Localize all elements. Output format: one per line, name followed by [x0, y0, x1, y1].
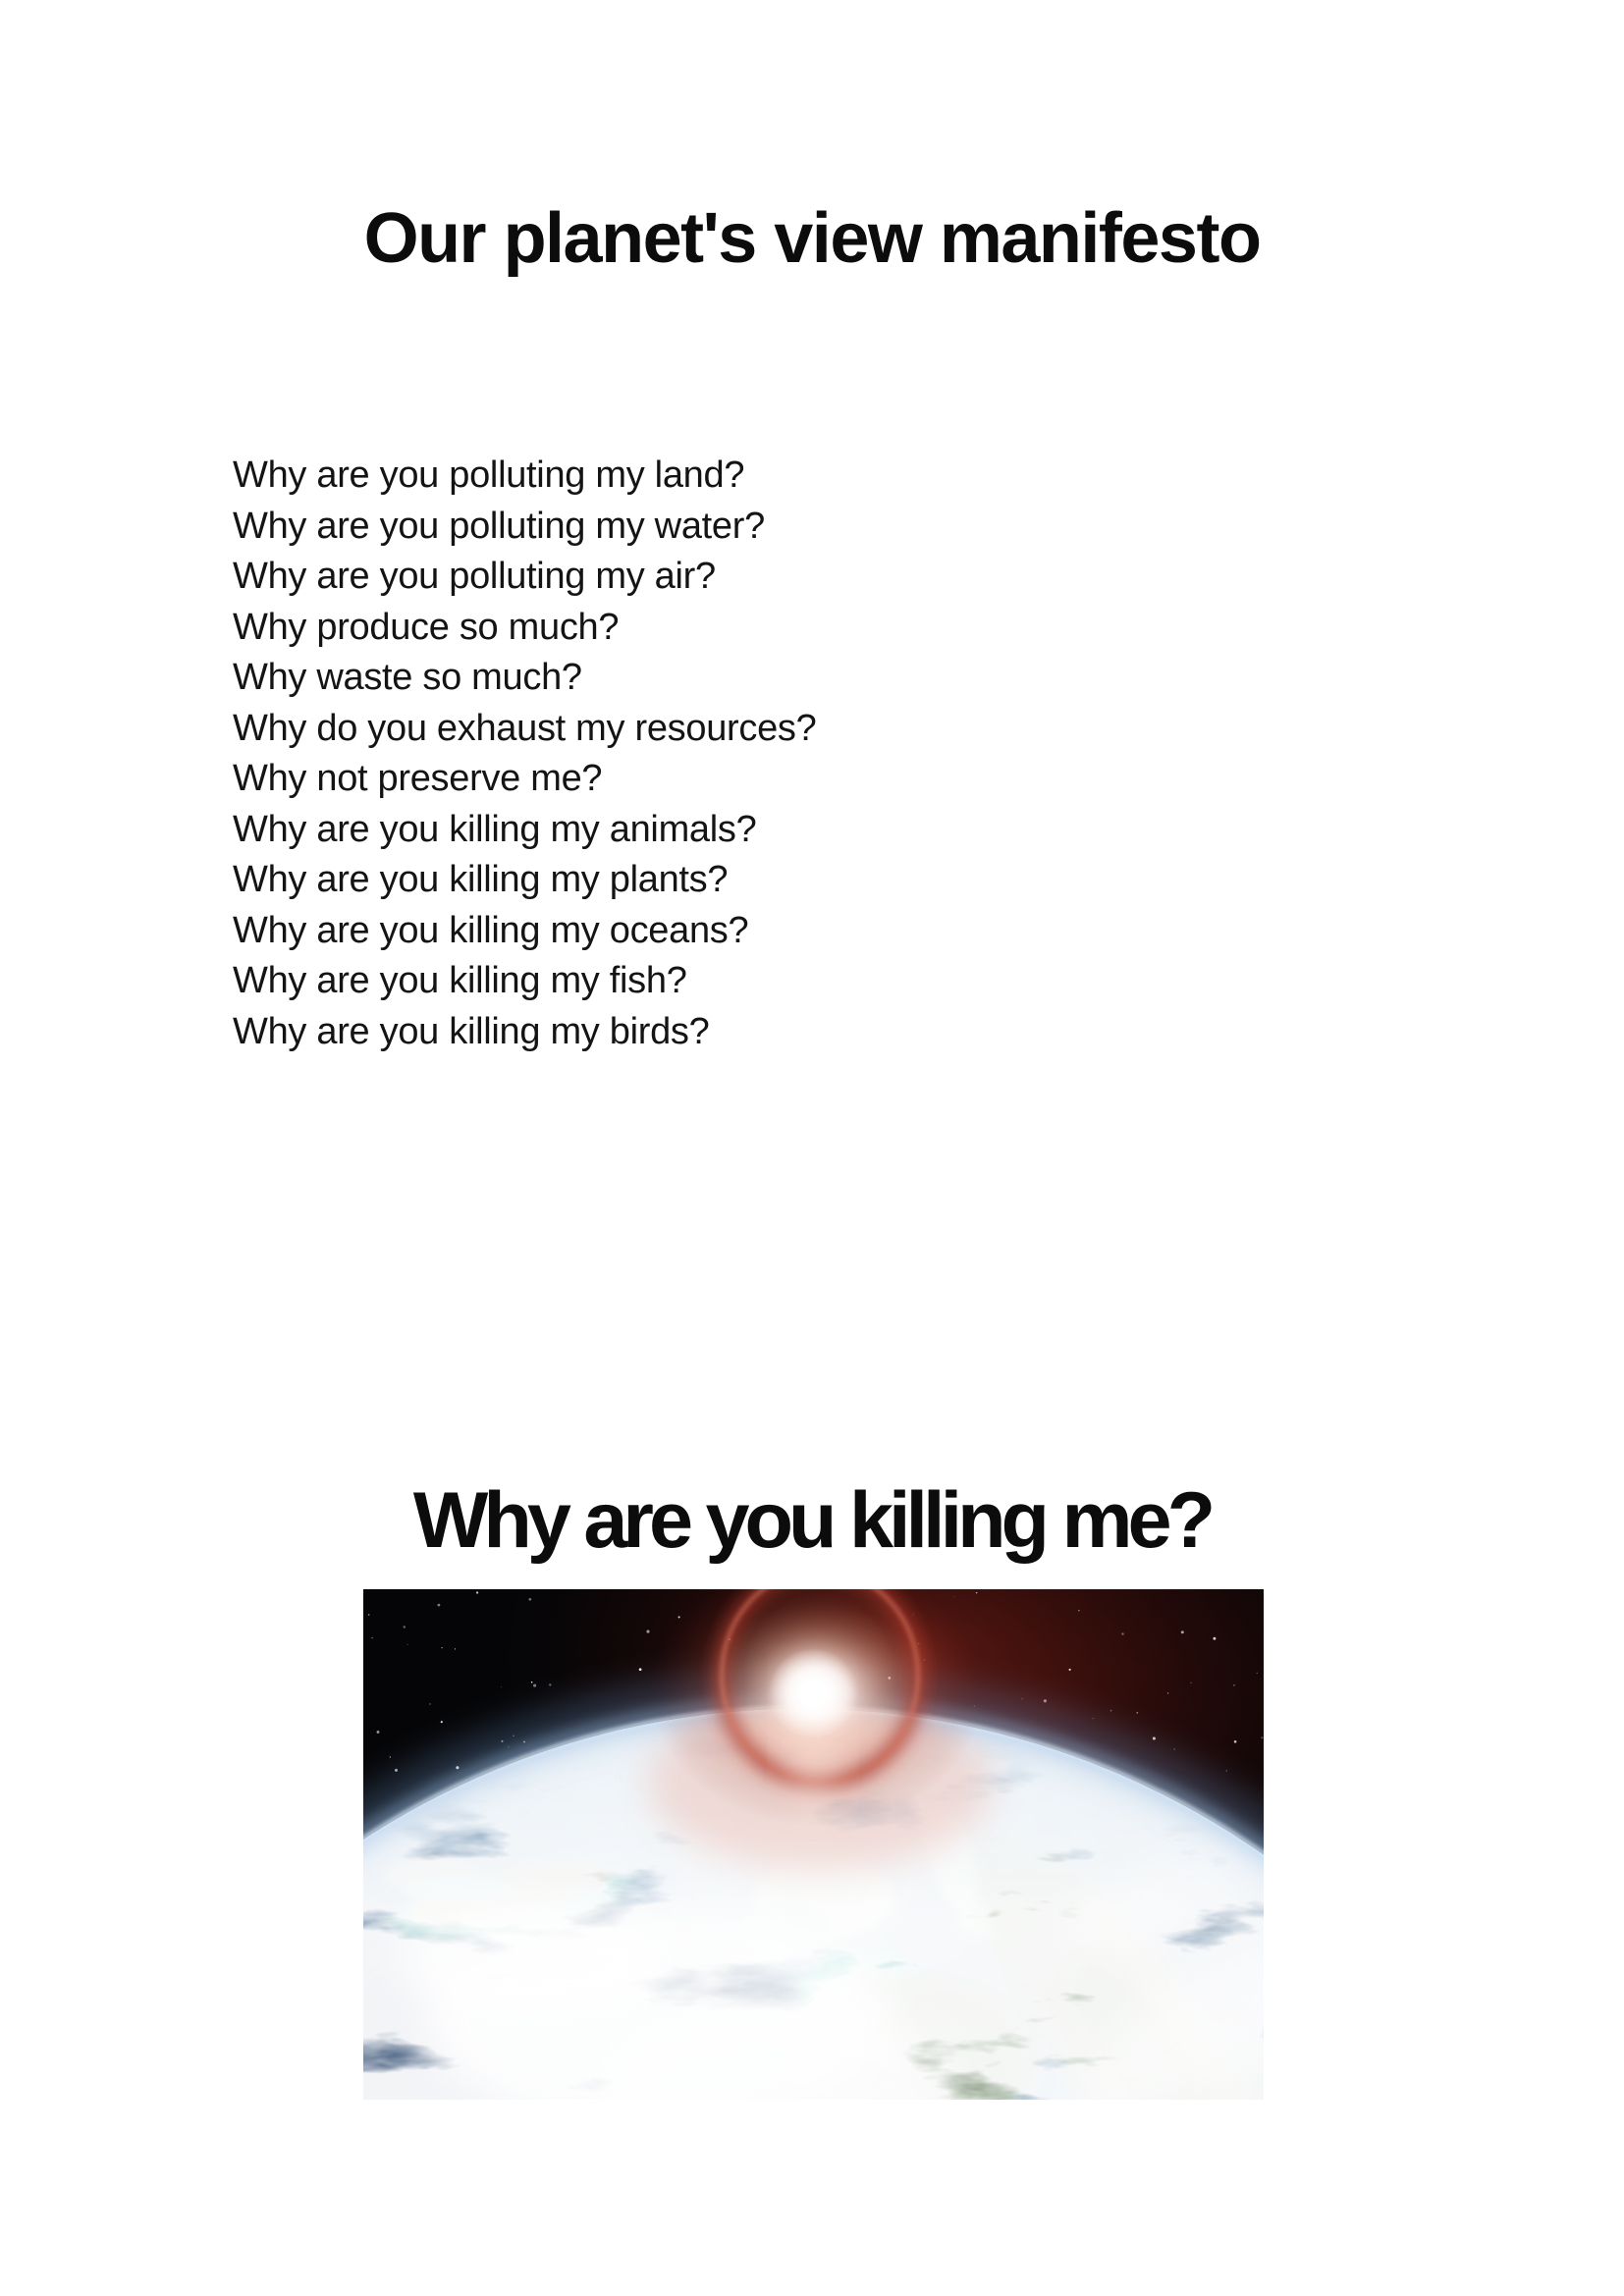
- closing-question: Why are you killing me?: [412, 1476, 1212, 1565]
- manifesto-line: Why are you killing my birds?: [233, 1010, 710, 1052]
- earth-photo: [363, 1589, 1264, 2100]
- manifesto-line: Why are you polluting my land?: [233, 454, 745, 496]
- manifesto-line: Why waste so much?: [233, 657, 582, 698]
- page-title: Our planet's view manifesto: [363, 199, 1261, 278]
- manifesto-line: Why are you killing my plants?: [233, 859, 729, 900]
- manifesto-list: [233, 451, 816, 1057]
- manifesto-line: Why are you killing my fish?: [233, 960, 687, 1001]
- manifesto-line: Why not preserve me?: [233, 758, 603, 799]
- manifesto-line: Why are you killing my animals?: [233, 808, 757, 850]
- manifesto-line: Why are you polluting my water?: [233, 505, 765, 547]
- manifesto-line: Why are you killing my oceans?: [233, 909, 749, 951]
- manifesto-line: Why do you exhaust my resources?: [233, 707, 817, 749]
- manifesto-line: Why are you polluting my air?: [233, 556, 716, 597]
- manifesto-line: Why produce so much?: [233, 606, 620, 648]
- earth-photo-figure: [363, 1589, 1264, 2100]
